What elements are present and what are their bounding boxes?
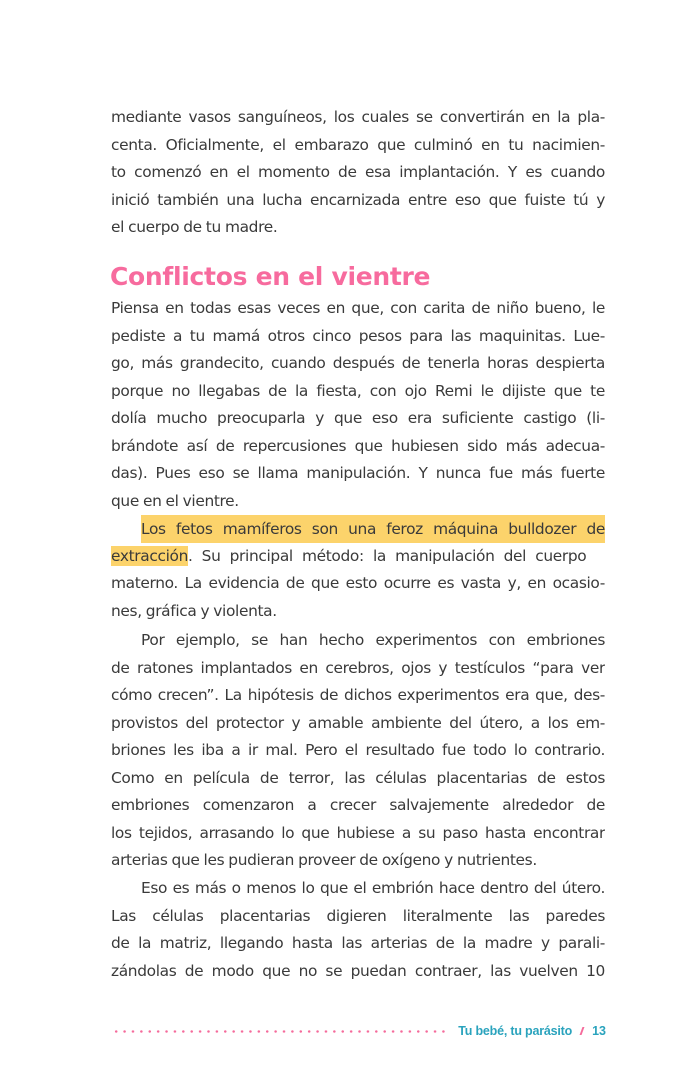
paragraph-embryo xyxy=(111,875,605,985)
text-line: dolía mucho preocuparla y que eso era suficiente castigo (li- xyxy=(111,409,605,427)
text-line: embriones comenzaron a crecer salvajemente alrededor de xyxy=(111,796,605,814)
intro-paragraph xyxy=(111,104,605,242)
text-line: pediste a tu mamá otros cinco pesos para las maquinitas. Lue- xyxy=(111,326,605,345)
text-line: nes, gráfica y violenta. xyxy=(111,601,277,620)
text-line: das). Pues eso se llama manipulación. Y nunca fue más fuerte xyxy=(111,464,605,482)
text-line: cómo crecen”. La hipótesis de dichos experimentos era que, des- xyxy=(111,686,605,704)
text-line: Por ejemplo, se han hecho experimentos con embriones xyxy=(141,631,605,649)
dotted-rule xyxy=(112,1030,450,1033)
separator-icon xyxy=(580,1027,585,1035)
text-line: go, más grandecito, cuando después de tenerla horas despierta xyxy=(111,354,605,372)
running-title: Tu bebé, tu parásito xyxy=(458,1024,573,1038)
page-number: 13 xyxy=(592,1024,606,1038)
text-line: Eso es más o menos lo que el embrión hace dentro del útero. xyxy=(141,879,605,897)
text-line xyxy=(111,515,605,543)
text-line: brándote así de repercusiones que hubiesen sido más adecua- xyxy=(111,436,605,455)
text-line xyxy=(111,543,605,571)
text-span: . Su principal método: la manipulación del cuerpo xyxy=(187,546,587,565)
page-footer xyxy=(112,1023,606,1039)
text-highlight[interactable]: extracción xyxy=(111,546,188,565)
paragraph-highlighted xyxy=(111,515,605,625)
text-line: porque no llegabas de la fiesta, con ojo Remi le dijiste que te xyxy=(111,381,605,400)
text-line: zándolas de modo que no se puedan contraer, las vuelven 10 xyxy=(111,961,605,980)
text-line: de la matriz, llegando hasta las arterias de la madre y parali- xyxy=(111,934,605,952)
text-line: provistos del protector y amable ambiente del útero, a los em- xyxy=(111,713,605,732)
text-line: Como en película de terror, las células placentarias de estos xyxy=(111,768,605,787)
text-line: to comenzó en el momento de esa implantación. Y es cuando xyxy=(111,163,605,181)
text-line: mediante vasos sanguíneos, los cuales se convertirán en la pla- xyxy=(111,108,605,126)
paragraph-experiments xyxy=(111,627,605,875)
text-line: inició también una lucha encarnizada entre eso que fuiste tú y xyxy=(111,190,605,209)
section-heading: Conflictos en el vientre xyxy=(110,262,431,291)
text-line: Piensa en todas esas veces en que, con carita de niño bueno, le xyxy=(111,299,605,317)
text-line: centa. Oficialmente, el embarazo que culminó en tu nacimien- xyxy=(111,135,605,154)
paragraph-manipulation xyxy=(111,295,605,515)
text-line: el cuerpo de tu madre. xyxy=(111,218,278,236)
text-line: de ratones implantados en cerebros, ojos y testículos “para ver xyxy=(111,658,605,677)
text-line: los tejidos, arrasando lo que hubiese a su paso hasta encontrar xyxy=(111,823,605,842)
text-line: arterias que les pudieran proveer de oxígeno y nutrientes. xyxy=(111,851,537,869)
text-line: materno. La evidencia de que esto ocurre es vasta y, en ocasio- xyxy=(111,574,605,592)
text-highlight[interactable]: Los fetos mamíferos son una feroz máquina bulldozer de xyxy=(141,515,605,543)
text-line: que en el vientre. xyxy=(111,491,239,510)
text-line: briones les iba a ir mal. Pero el resultado fue todo lo contrario. xyxy=(111,741,605,759)
text-line: Las células placentarias digieren literalmente las paredes xyxy=(111,906,605,925)
